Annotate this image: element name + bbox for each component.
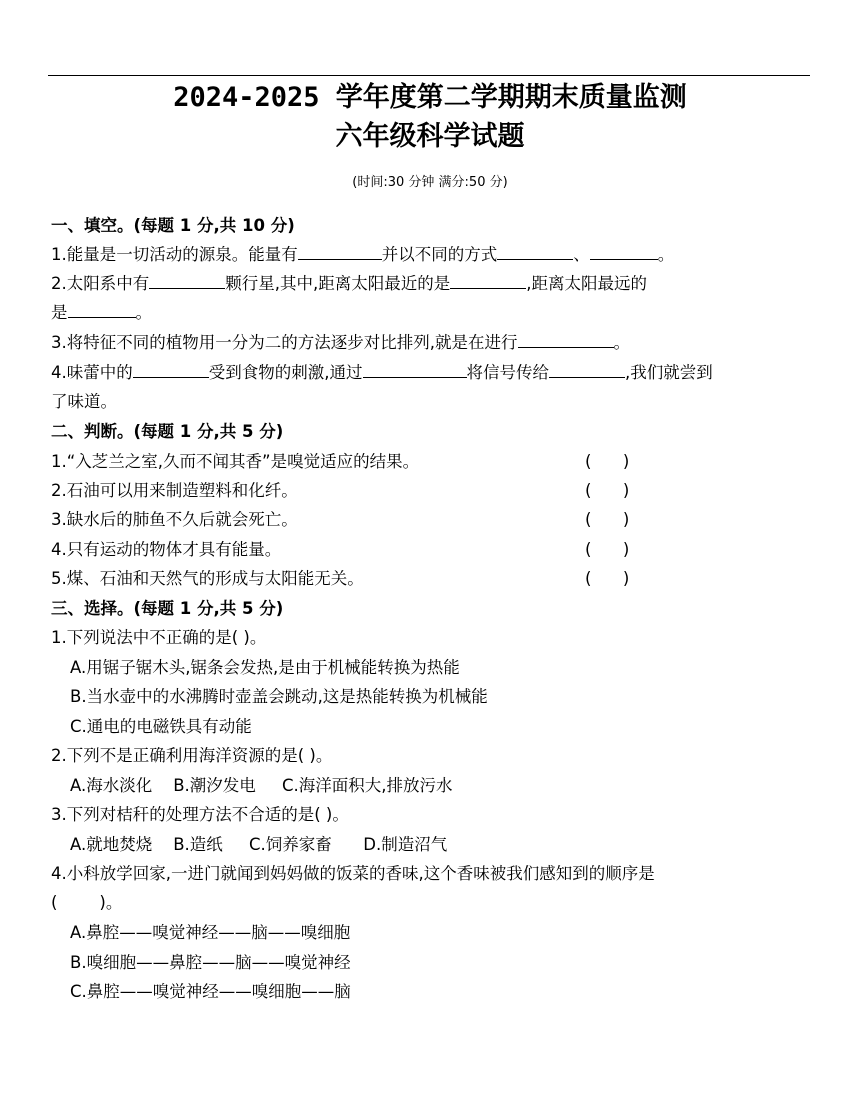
answer-blank[interactable] — [549, 363, 625, 378]
choice-question-1: 1.下列说法中不正确的是( )。 — [51, 628, 267, 647]
exam-title: 2024-2025 学年度第二学期期末质量监测 — [173, 82, 687, 113]
judge-question-5: 5.煤、石油和天然气的形成与太阳能无关。 — [51, 569, 364, 588]
fill-question-4: 4.味蕾中的 受到食物的刺激,通过 将信号传给 ,我们就尝到 — [51, 363, 713, 382]
exam-subject-title: 六年级科学试题 — [335, 121, 525, 152]
fill-question-2-cont: 是 。 — [51, 303, 152, 322]
section-3-heading: 三、选择。(每题 1 分,共 5 分) — [51, 599, 284, 618]
judge-question-1: 1.“入芝兰之室,久而不闻其香”是嗅觉适应的结果。 — [51, 452, 420, 471]
answer-blank[interactable] — [518, 333, 614, 348]
answer-paren[interactable]: ( )。 — [51, 893, 123, 912]
choice-option-c[interactable]: C.鼻腔——嗅觉神经——嗅细胞——脑 — [70, 982, 351, 1001]
fill-question-3: 3.将特征不同的植物用一分为二的方法逐步对比排列,就是在进行 。 — [51, 333, 630, 352]
answer-paren[interactable]: ( ) — [585, 569, 630, 588]
choice-question-3: 3.下列对桔秆的处理方法不合适的是( )。 — [51, 805, 349, 824]
answer-paren[interactable]: ( ) — [585, 540, 630, 559]
answer-blank[interactable] — [450, 274, 526, 289]
answer-paren[interactable]: ( ) — [585, 481, 630, 500]
answer-blank[interactable] — [363, 363, 467, 378]
section-2-heading: 二、判断。(每题 1 分,共 5 分) — [51, 422, 284, 441]
answer-blank[interactable] — [68, 303, 136, 318]
choice-options[interactable]: A.海水淡化 B.潮汐发电 C.海洋面积大,排放污水 — [70, 776, 453, 795]
top-rule — [48, 75, 810, 76]
choice-option-a[interactable]: A.鼻腔——嗅觉神经——脑——嗅细胞 — [70, 923, 351, 942]
exam-info: (时间:30 分钟 满分:50 分) — [352, 175, 508, 190]
answer-blank[interactable] — [497, 245, 573, 260]
judge-question-2: 2.石油可以用来制造塑料和化纤。 — [51, 481, 298, 500]
answer-blank[interactable] — [590, 245, 658, 260]
choice-question-2: 2.下列不是正确利用海洋资源的是( )。 — [51, 746, 333, 765]
choice-option-c[interactable]: C.通电的电磁铁具有动能 — [70, 717, 252, 736]
answer-blank[interactable] — [133, 363, 209, 378]
section-1-heading: 一、填空。(每题 1 分,共 10 分) — [51, 216, 295, 235]
choice-option-a[interactable]: A.用锯子锯木头,锯条会发热,是由于机械能转换为热能 — [70, 658, 460, 677]
judge-question-3: 3.缺水后的肺鱼不久后就会死亡。 — [51, 510, 298, 529]
answer-paren[interactable]: ( ) — [585, 452, 630, 471]
fill-question-2: 2.太阳系中有 颗行星,其中,距离太阳最近的是 ,距离太阳最远的 — [51, 274, 647, 293]
choice-option-b[interactable]: B.当水壶中的水沸腾时壶盖会跳动,这是热能转换为机械能 — [70, 687, 488, 706]
choice-options[interactable]: A.就地焚烧 B.造纸 C.饲养家畜 D.制造沼气 — [70, 835, 448, 854]
judge-question-4: 4.只有运动的物体才具有能量。 — [51, 540, 282, 559]
answer-blank[interactable] — [149, 274, 225, 289]
choice-question-4: 4.小科放学回家,一进门就闻到妈妈做的饭菜的香味,这个香味被我们感知到的顺序是 — [51, 864, 655, 883]
answer-blank[interactable] — [298, 245, 382, 260]
fill-question-1: 1.能量是一切活动的源泉。能量有 并以不同的方式 、 。 — [51, 245, 675, 264]
fill-question-4-cont: 了味道。 — [51, 392, 117, 411]
answer-paren[interactable]: ( ) — [585, 510, 630, 529]
choice-option-b[interactable]: B.嗅细胞——鼻腔——脑——嗅觉神经 — [70, 953, 351, 972]
